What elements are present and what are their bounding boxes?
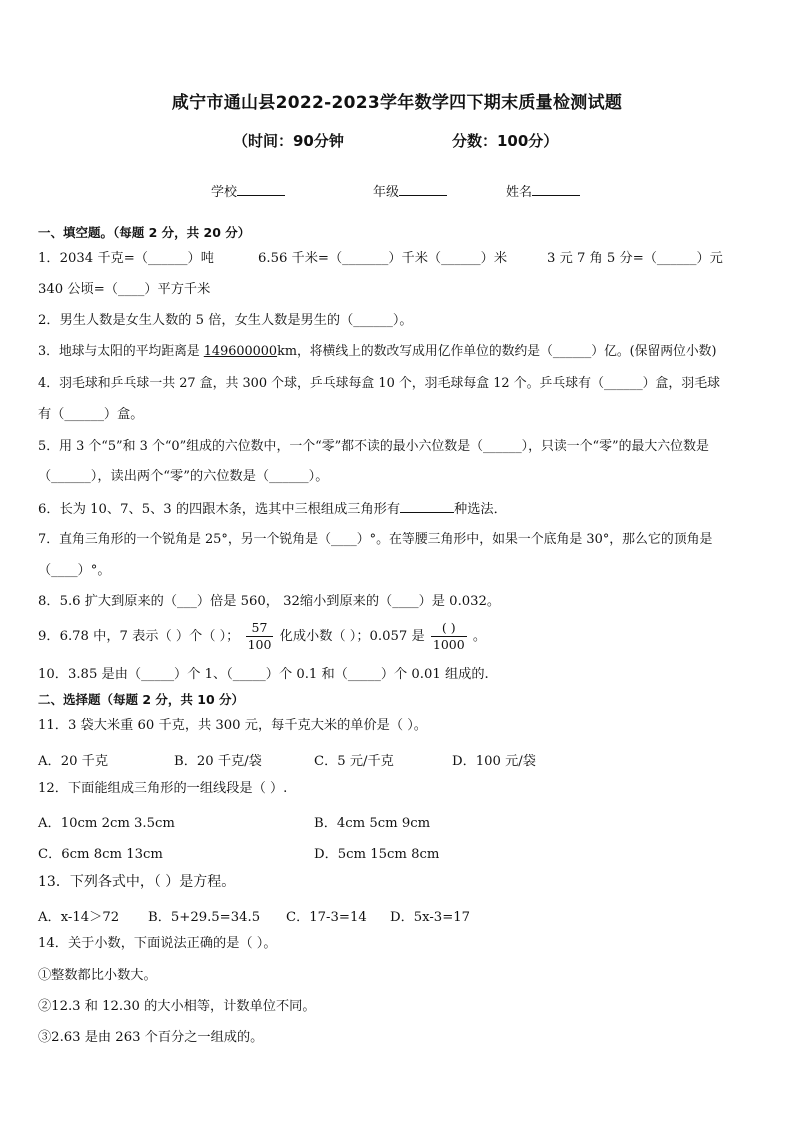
fraction-1-denominator: 100 xyxy=(247,637,272,652)
question-12-option-b[interactable]: B．4cm 5cm 9cm xyxy=(314,816,431,831)
question-3-pre: 3．地球与太阳的平均距离是 xyxy=(38,344,204,359)
question-11-option-c[interactable]: C．5 元/千克 xyxy=(314,754,394,769)
question-3-post: km，将横线上的数改写成用亿作单位的数约是（______）亿。(保留两位小数) xyxy=(277,344,717,359)
question-4-line2: 有（______）盒。 xyxy=(38,407,144,422)
time-label: （时间：90分钟 xyxy=(233,132,344,150)
question-9-mid: 化成小数（ ）；0.057 是 xyxy=(279,629,425,644)
question-9-pre: 9．6.78 中，7 表示（ ）个（ ）； xyxy=(38,629,240,644)
question-7-line1: 7．直角三角形的一个锐角是 25°，另一个锐角是（____）°。在等腰三角形中，如果一个底角是 30°，那么它的顶角是 xyxy=(38,532,713,547)
school-field xyxy=(211,181,285,200)
question-12-stem: 12．下面能组成三角形的一组线段是（ ）. xyxy=(38,781,288,796)
question-7-line2: （____）°。 xyxy=(38,563,111,578)
question-14-stem: 14．关于小数，下面说法正确的是（ ）。 xyxy=(38,936,277,951)
question-2: 2．男生人数是女生人数的 5 倍，女生人数是男生的（______）。 xyxy=(38,313,413,328)
fraction-blank-1000 xyxy=(431,620,467,653)
grade-field xyxy=(373,181,447,200)
fraction-57-100 xyxy=(246,620,274,653)
school-label: 学校 xyxy=(211,185,238,200)
name-field xyxy=(506,181,580,200)
score-label: 分数：100分） xyxy=(452,132,559,150)
question-12-option-a[interactable]: A．10cm 2cm 3.5cm xyxy=(38,816,175,831)
question-14-statement-1: ①整数都比小数大。 xyxy=(38,968,157,983)
fraction-2-numerator: ( ) xyxy=(431,620,467,637)
section-fill-heading: 一、填空题。（每题 2 分，共 20 分） xyxy=(38,225,251,240)
question-14-statement-3: ③2.63 是由 263 个百分之一组成的。 xyxy=(38,1030,264,1045)
question-14-statement-2: ②12.3 和 12.30 的大小相等，计数单位不同。 xyxy=(38,999,316,1014)
question-13-option-c[interactable]: C．17-3=14 xyxy=(286,910,367,925)
question-13-option-d[interactable]: D．5x-3=17 xyxy=(390,910,471,925)
question-5-line1: 5．用 3 个“5”和 3 个“0”组成的六位数中，一个“零”都不读的最小六位数是（______），只读一个“零”的最大六位数是 xyxy=(38,439,709,454)
question-6-post: 种选法． xyxy=(454,502,507,517)
question-12-option-d[interactable]: D．5cm 15cm 8cm xyxy=(314,847,440,862)
name-label: 姓名 xyxy=(506,185,533,200)
grade-label: 年级 xyxy=(373,185,400,200)
grade-blank[interactable] xyxy=(399,182,447,196)
name-blank[interactable] xyxy=(532,182,580,196)
question-11-option-a[interactable]: A．20 千克 xyxy=(38,754,109,769)
question-6-blank[interactable] xyxy=(400,500,454,513)
question-13-option-a[interactable]: A．x-14＞72 xyxy=(38,910,120,925)
question-4-line1: 4．羽毛球和乒乓球一共 27 盒，共 300 个球，乒乓球每盒 10 个，羽毛球每盒 12 个。乒乓球有（______）盒，羽毛球 xyxy=(38,376,720,391)
question-1c: 3 元 7 角 5 分=（______）元 xyxy=(547,251,723,266)
school-blank[interactable] xyxy=(237,182,285,196)
question-1d: 340 公顷=（____）平方千米 xyxy=(38,282,211,297)
question-11-stem: 11．3 袋大米重 60 千克，共 300 元，每千克大米的单价是（ ）。 xyxy=(38,718,427,733)
question-13-option-b[interactable]: B．5+29.5=34.5 xyxy=(148,910,261,925)
question-13-stem: 13．下列各式中，（ ）是方程。 xyxy=(38,874,236,890)
question-12-option-c[interactable]: C．6cm 8cm 13cm xyxy=(38,847,163,862)
question-6 xyxy=(38,500,507,518)
question-9 xyxy=(38,620,486,654)
question-8: 8．5.6 扩大到原来的（___）倍是 560， 32缩小到原来的（____）是 0.032。 xyxy=(38,594,501,609)
question-9-post: 。 xyxy=(472,629,487,644)
question-11-option-b[interactable]: B．20 千克/袋 xyxy=(174,754,262,769)
question-5-line2: （______），读出两个“零”的六位数是（______）。 xyxy=(38,469,329,484)
question-1b: 6.56 千米=（_______）千米（______）米 xyxy=(258,251,508,266)
question-1a: 1．2034 千克=（______）吨 xyxy=(38,251,214,266)
fraction-1-numerator: 57 xyxy=(246,620,274,637)
question-11-option-d[interactable]: D．100 元/袋 xyxy=(452,754,536,769)
fraction-2-denominator: 1000 xyxy=(432,637,465,652)
question-3-number: 149600000 xyxy=(203,344,278,359)
page-title: 咸宁市通山县2022-2023学年数学四下期末质量检测试题 xyxy=(171,93,623,113)
question-10: 10．3.85 是由（_____）个 1、（_____）个 0.1 和（_____）个 0.01 组成的. xyxy=(38,667,489,682)
question-6-pre: 6．长为 10、7、5、3 的四跟木条，选其中三根组成三角形有 xyxy=(38,502,401,517)
section-choice-heading: 二、选择题（每题 2 分，共 10 分） xyxy=(38,692,245,707)
question-3 xyxy=(38,344,716,360)
